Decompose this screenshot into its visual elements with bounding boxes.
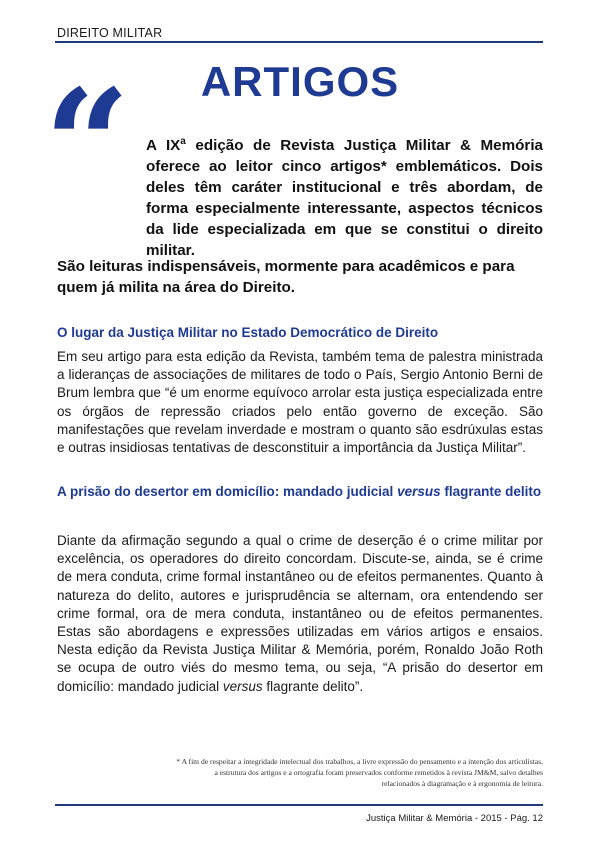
footnote xyxy=(130,756,543,789)
section-body-prisao-desertor xyxy=(57,532,543,696)
top-divider xyxy=(55,41,543,43)
intro-text-rest: edição de Revista Justiça Militar & Memória oferece ao leitor cinco artigos* emblemáticos. Dois deles têm caráter institucional e três abordam, de forma especialmente interessante, aspectos técnicos da lide especializada em que se constitui o direito militar. xyxy=(146,137,543,260)
heading-italic-versus: versus xyxy=(397,484,441,499)
bottom-divider xyxy=(55,804,543,806)
body-text-start: Diante da afirmação segundo a qual o crime de deserção é o crime militar por excelência, os operadores do direito concordam. Discute-se, ainda, se é crime de mera conduta, crime formal instantâneo ou de efeitos permanentes. Quanto à natureza do delito, autores e jurisprudência se alternam, ora entendendo ser crime formal, ora de mera conduta, instantâneo ou de efeitos permanentes. Estas são abordagens e expressões utilizadas em vários artigos e ensaios. Nesta edição da Revista Justiça Militar & Memória, porém, Ronaldo João Roth se ocupa de outro viés do mesmo tema, ou seja, “A prisão do desertor em domicílio: mandado judicial xyxy=(57,533,543,694)
footnote-line: a estrutura dos artigos e a ortografia foram preservados conforme remetidos à revista JM&M, salvo detalhes xyxy=(214,768,543,777)
running-header: DIREITO MILITAR xyxy=(57,26,163,40)
intro-ordinal-superscript: a xyxy=(180,136,186,147)
heading-text-start: A prisão do desertor em domicílio: mandado judicial xyxy=(57,484,398,499)
intro-closing-paragraph: São leituras indispensáveis, mormente para acadêmicos e para quem já milita na área do Direito. xyxy=(57,258,515,296)
body-italic-versus: versus xyxy=(222,678,263,694)
body-text-end: flagrante delito”. xyxy=(262,678,364,694)
section-heading-prisao-desertor xyxy=(57,482,543,501)
intro-paragraph xyxy=(146,131,543,261)
section-heading-justica-militar: O lugar da Justiça Militar no Estado Democrático de Direito xyxy=(57,325,439,340)
section-body-justica-militar: Em seu artigo para esta edição da Revista, também tema de palestra ministrada a lideranças de associações de militares de todo o País, Sergio Antonio Berni de Brum lembra que “é um enorme equívoco arrolar esta justiça especializada entre os órgãos de repressão criados pelo então governo de exceção. São manifestações que revelam inverdade e mostram o quanto são esdrúxulas estas e outras insidiosas tentativas de desconstituir a importância da Justiça Militar”. xyxy=(57,349,543,456)
heading-text-end: flagrante delito xyxy=(440,484,542,499)
quote-mark-icon: “ xyxy=(44,57,131,233)
page-title: ARTIGOS xyxy=(200,58,400,105)
footnote-line: * A fim de respeitar a integridade intelectual dos trabalhos, a livre expressão do pensamento e a intenção dos articulistas, xyxy=(176,757,543,766)
page-footer: Justiça Militar & Memória - 2015 - Pág. 12 xyxy=(366,813,543,824)
intro-text-start: A IX xyxy=(146,137,181,155)
footnote-line: relacionados à diagramação e à ergonomia de leitura. xyxy=(381,779,543,788)
